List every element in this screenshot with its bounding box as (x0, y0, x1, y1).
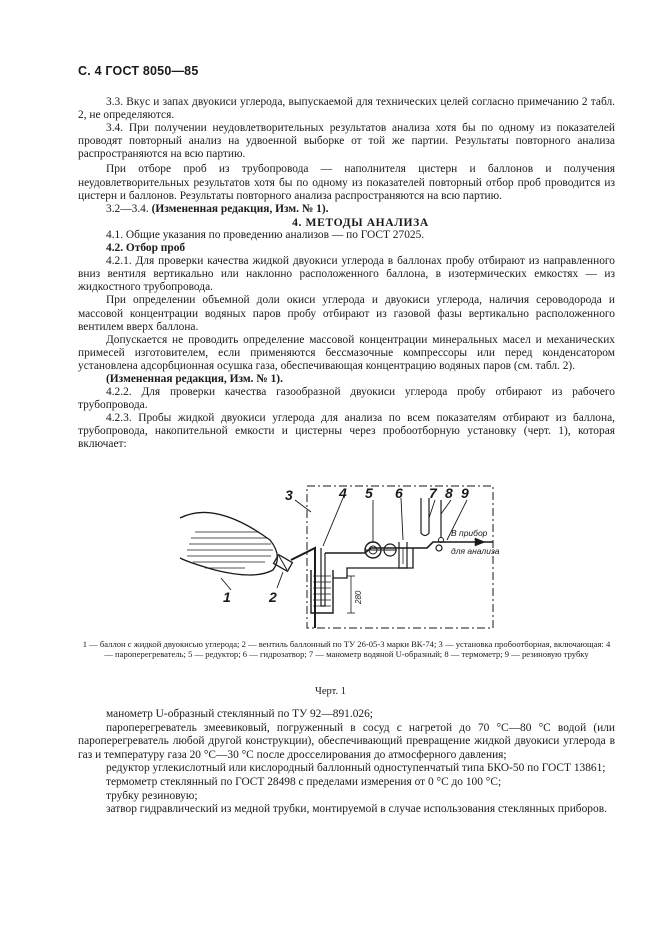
label-9: 9 (461, 485, 469, 501)
page-header: С. 4 ГОСТ 8050—85 (78, 64, 199, 78)
list-item: затвор гидравлический из медной трубки, монтируемой в случае использования стеклянных приборов. (106, 803, 607, 816)
paragraph-4-1: 4.1. Общие указания по проведению анализов — по ГОСТ 27025. (106, 228, 425, 241)
sampling-apparatus-diagram (175, 478, 515, 638)
list-item: трубку резиновую; (106, 789, 198, 802)
label-6: 6 (395, 485, 403, 501)
subsection-title: 4.2. Отбор проб (106, 242, 186, 255)
amendment-note-4: (Измененная редакция, Изм. № 1). (106, 372, 283, 385)
paragraph-4-2-3: 4.2.3. Пробы жидкой двуокиси углерода для анализа по всем показателям отбирают из баллона, трубопровода, накопительной емкости и цистерны через пробоотборную установку (черт. 1), которая включает: (78, 412, 615, 451)
section-title: 4. МЕТОДЫ АНАЛИЗА (292, 215, 429, 229)
main-text (78, 96, 615, 452)
outlet-label-2: для анализа (451, 546, 500, 556)
paragraph-allowance: Допускается не проводить определение массовой концентрации минеральных масел и механических примесей изготовителем, если применяются бессмазочные компрессоры или перед конденсатором установлена адсорбционная осушка газа, обеспечивающая концентрацию водяных паров (см. табл. 2). (78, 333, 615, 372)
apparatus-enclosure (307, 486, 493, 628)
figure-number: Черт. 1 (315, 686, 346, 697)
u-manometer (421, 498, 429, 536)
label-3: 3 (285, 487, 293, 503)
figure-caption: 1 — баллон с жидкой двуокисью углерода; 2 — вентиль баллонный по ТУ 26-05-3 марки ВК-74; 3 — установка пробоотборная, включающая: 4 — пароперегреватель; 5 — редуктор; 6 — гидрозатвор; 7 — манометр водяной U-образный; 8 — термометр; 9 — резиновую трубку (82, 639, 611, 660)
label-5: 5 (365, 485, 373, 501)
amendment-ref: 3.2—3.4. (106, 202, 152, 215)
list-item: пароперегреватель змеевиковый, погруженный в сосуд с нагретой до 70 °С—80 °С водой (или пароперегреватель любой другой конструкции), обеспечивающий превращение жидкой двуокиси углерода в газ и температуру газа 20 °С—30 °С после дросселирования до атмосферного давления; (78, 721, 615, 761)
paragraph-3-4: 3.4. При получении неудовлетворительных результатов анализа хотя бы по одному из показателей проводят повторный анализ на удвоенной выборке от той же партии. Результаты повторного анализа распространяются на всю партию. (78, 122, 615, 161)
label-2: 2 (269, 589, 277, 605)
label-1: 1 (223, 589, 231, 605)
paragraph-gas-phase: При определении объемной доли окиси углерода и двуокиси углерода, наличия сероводорода и массовой концентрации водяных паров пробу отбирают из газовой фазы вертикально расположенного вентилем вверх баллона. (78, 294, 615, 333)
list-item: манометр U-образный стеклянный по ТУ 92—891.026; (106, 708, 373, 720)
amendment-text: (Измененная редакция, Изм. № 1). (151, 202, 329, 215)
list-item: термометр стеклянный по ГОСТ 28498 с пределами измерения от 0 °С до 100 °С; (106, 775, 502, 788)
amendment-note-3 (78, 203, 615, 216)
dimension-label: 280 (354, 590, 363, 604)
equipment-list (78, 708, 615, 817)
paragraph-pipeline-sampling: При отборе проб из трубопровода — наполнителя цистерн и баллонов и получения неудовлетворительных результатов хотя бы по одному из показателей повторный отбор проб проводится из цистерн и баллонов. Результаты повторного анализа распространяются на всю партию. (78, 163, 615, 202)
paragraph-3-3: 3.3. Вкус и запах двуокиси углерода, выпускаемой для технических целей согласно примечанию 2 табл. 2, не определяются. (78, 96, 615, 122)
paragraph-4-2-1: 4.2.1. Для проверки качества жидкой двуокиси углерода в баллонах пробу отбирают из направленного вниз вентиля вертикально или наклонно расположенного баллона, в изотермических емкостях — из жидкостного трубопровода. (78, 255, 615, 294)
label-4: 4 (339, 485, 347, 501)
outlet-arrow (475, 538, 485, 546)
outlet-label-1: В прибор (451, 528, 488, 538)
paragraph-4-2-2: 4.2.2. Для проверки качества газообразной двуокиси углерода пробу отбирают из рабочего трубопровода. (78, 386, 615, 412)
label-7: 7 (429, 485, 437, 501)
cylinder-liquid-hatch (187, 532, 273, 568)
list-item: редуктор углекислотный или кислородный баллонный одноступенчатый типа БКО-50 по ГОСТ 13861; (106, 762, 606, 775)
label-8: 8 (445, 485, 453, 501)
